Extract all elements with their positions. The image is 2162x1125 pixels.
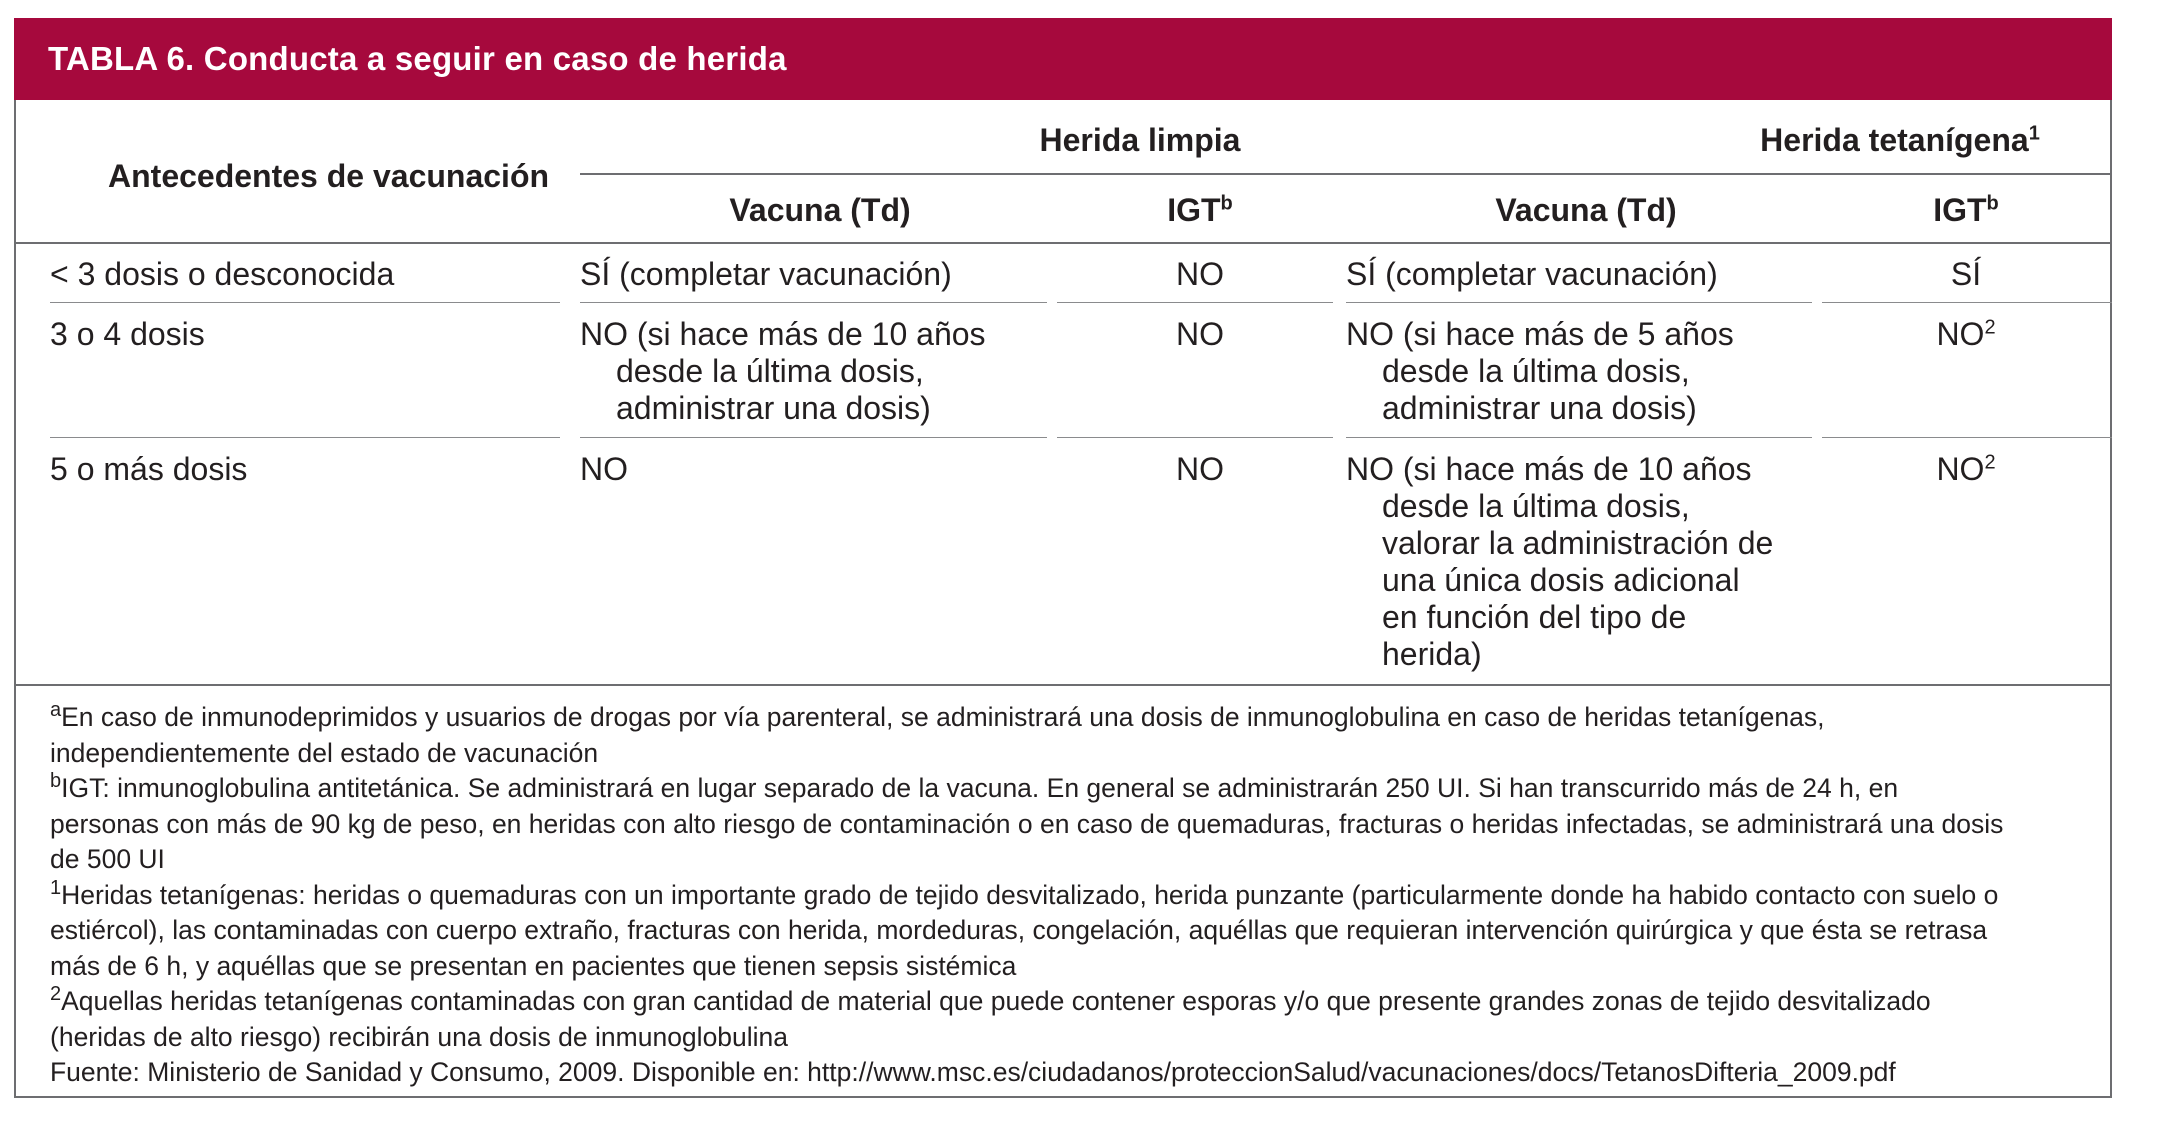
row1-tet-vacuna: SÍ (completar vacunación) xyxy=(1346,256,1718,292)
header-group-rule xyxy=(580,173,2110,175)
table-body-bottom-rule xyxy=(14,684,2112,686)
row2-limpia-vacuna: NO (si hace más de 10 años desde la última dosis, administrar una dosis) xyxy=(580,316,986,426)
row3-antecedentes: 5 o más dosis xyxy=(50,451,248,487)
footnote-b: $^b$IGT: inmunoglobulina antitetánica. Se administrará en lugar separado de la vacuna. En general se administrarán 250 UI. Si han transcurrido más de 24 h, en personas con más de 90 kg de peso, en heridas con alto riesgo de contaminación o en caso de quemaduras, fracturas o heridas infectadas, se administrará una dosis de 500 UI xyxy=(50,770,2004,874)
table-title-text: TABLA 6. Conducta a seguir en caso de herida xyxy=(48,40,787,77)
row2-rule-3 xyxy=(1057,437,1333,438)
row1-limpia-vacuna: SÍ (completar vacunación) xyxy=(580,256,952,292)
header-tet-igt: IGT$^b$ xyxy=(1933,192,1999,228)
footnote-source: Fuente: Ministerio de Sanidad y Consumo, 2009. Disponible en: http://www.msc.es/ciudadanos/proteccionSalud/vacunaciones/docs/TetanosDifteria_2009.pdf xyxy=(50,1057,1896,1087)
row1-rule-3 xyxy=(1057,302,1333,303)
table-title xyxy=(14,18,2112,100)
row1-limpia-igt: NO xyxy=(1176,256,1224,292)
header-limpia-vacuna: Vacuna (Td) xyxy=(729,192,911,228)
footnotes xyxy=(50,700,2110,1091)
header-herida-limpia: Herida limpia xyxy=(1039,122,1241,158)
row3-tet-igt: $NO^2$ xyxy=(1936,451,1996,487)
row1-tet-igt: SÍ xyxy=(1950,256,1982,292)
row2-limpia-igt: NO xyxy=(1176,316,1224,352)
row1-rule-5 xyxy=(1822,302,2112,303)
row2-rule-2 xyxy=(580,437,1047,438)
row1-antecedentes: < 3 dosis o desconocida xyxy=(50,256,395,292)
row1-rule-4 xyxy=(1346,302,1812,303)
footnote-2: $^2$Aquellas heridas tetanígenas contaminadas con gran cantidad de material que puede contener esporas y/o que presente grandes zonas de tejido desvitalizado (heridas de alto riesgo) recibirán una dosis de inmunoglobulina xyxy=(50,983,1931,1052)
row3-limpia-igt: NO xyxy=(1176,451,1224,487)
row3-limpia-vacuna: NO xyxy=(580,451,628,487)
header-tet-vacuna: Vacuna (Td) xyxy=(1495,192,1677,228)
row1-rule-2 xyxy=(580,302,1047,303)
row2-tet-igt: $NO^2$ xyxy=(1936,316,1996,352)
row2-rule-5 xyxy=(1822,437,2112,438)
row1-rule-1 xyxy=(50,302,560,303)
row2-tet-vacuna: NO (si hace más de 5 años desde la última dosis, administrar una dosis) xyxy=(1346,316,1734,426)
header-bottom-rule xyxy=(14,242,2112,244)
footnote-a: $^a$En caso de inmunodeprimidos y usuarios de drogas por vía parenteral, se administrará una dosis de inmunoglobulina en caso de heridas tetanígenas, independientemente del estado de vacunación xyxy=(50,699,1825,768)
header-herida-tetanigena: Herida tetanígena$^1$ xyxy=(1760,122,2040,158)
row3-tet-vacuna: NO (si hace más de 10 años desde la última dosis, valorar la administración de una única dosis adicional en función del tipo de herida) xyxy=(1346,451,1774,672)
header-limpia-igt: IGT$^b$ xyxy=(1167,192,1233,228)
header-antecedentes: Antecedentes de vacunación xyxy=(108,158,550,194)
footnote-1: $^1$Heridas tetanígenas: heridas o quemaduras con un importante grado de tejido desvitalizado, herida punzante (particularmente donde ha habido contacto con suelo o estiércol), las contaminadas con cuerpo extraño, fracturas con herida, mordeduras, congelación, aquéllas que requieran intervención quirúrgica y que ésta se retrasa más de 6 h, y aquéllas que se presentan en pacientes que tienen sepsis sistémica xyxy=(50,876,1999,981)
row2-rule-4 xyxy=(1346,437,1812,438)
row2-rule-1 xyxy=(50,437,560,438)
row2-antecedentes: 3 o 4 dosis xyxy=(50,316,205,352)
